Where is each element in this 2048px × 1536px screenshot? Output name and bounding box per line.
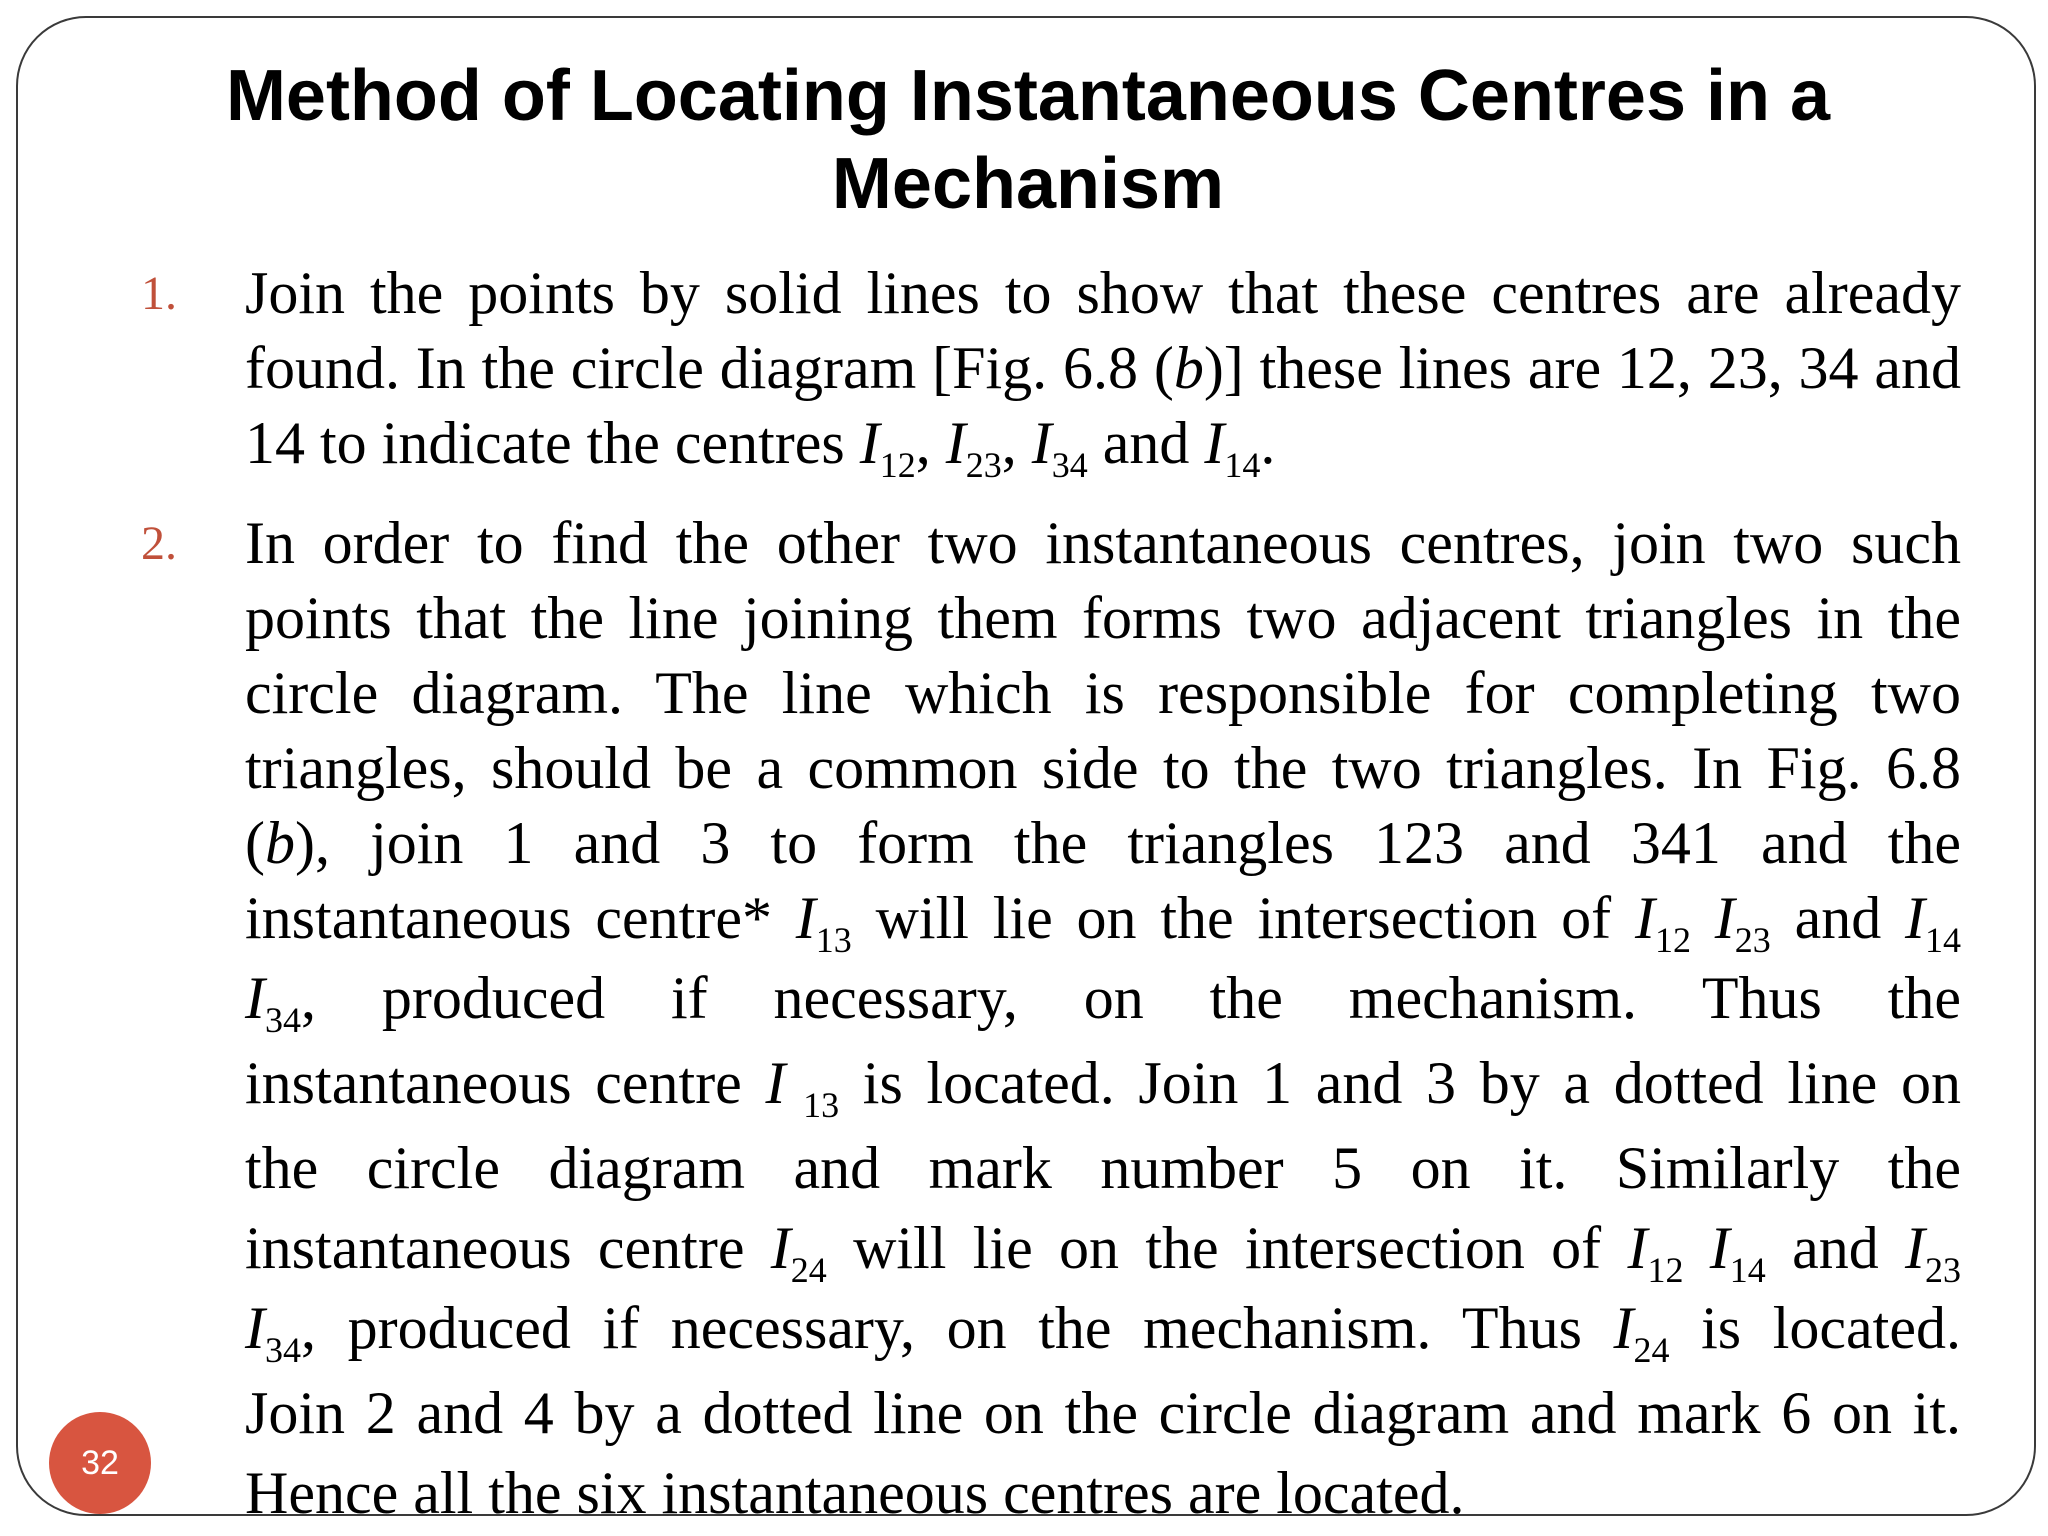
list-item-1 [141, 256, 1961, 485]
text-run: and [1765, 1215, 1906, 1281]
item-2-line-5 [245, 806, 1961, 881]
item-2-line-8 [245, 1041, 1961, 1126]
subscript: 23 [965, 445, 1002, 485]
text-run: will lie on the intersection of [826, 1215, 1628, 1281]
symbol-i: I [1905, 1215, 1926, 1281]
page-number-badge: 32 [49, 1412, 151, 1514]
symbol-i: I [1905, 885, 1926, 951]
item-1-text [245, 260, 1961, 485]
slide-title-line-1: Method of Locating Instantaneous Centres in a [225, 56, 1831, 136]
subscript: 14 [1224, 445, 1261, 485]
symbol-i: I [1709, 1215, 1730, 1281]
text-run: will lie on the intersection of [851, 885, 1635, 951]
slide-body [18, 256, 2038, 1531]
text-run: is located. Join 1 and 3 by a dotted line on [839, 1050, 1961, 1116]
symbol-i: I [945, 410, 966, 476]
subscript: 12 [879, 445, 916, 485]
item-2-line-11 [245, 1286, 1961, 1371]
symbol-i: I [245, 1295, 265, 1361]
slide-title [78, 52, 1978, 228]
text-run: , [1001, 410, 1032, 476]
symbol-i: I [795, 885, 816, 951]
subscript: 24 [1633, 1330, 1670, 1370]
item-2-line-13: Hence all the six instantaneous centres are located. [245, 1460, 1465, 1526]
subscript: 23 [1925, 1250, 1962, 1290]
text-run: and [1087, 410, 1205, 476]
item-2-line-6 [245, 881, 1962, 960]
symbol-i: I [245, 965, 265, 1031]
item-2-line-7 [245, 956, 1961, 1041]
subscript: 14 [1729, 1250, 1766, 1290]
subscript: 13 [815, 920, 852, 960]
text-run: , produced if necessary, on the mechanism. Thus [300, 1295, 1614, 1361]
text-run: ( [245, 810, 265, 876]
list-item-number: 2. [141, 517, 177, 570]
item-2-line-12: Join 2 and 4 by a dotted line on the circle diagram and mark 6 on it. [245, 1380, 1961, 1446]
symbol-i: I [770, 1215, 791, 1281]
text-run: , [915, 410, 946, 476]
text-run: and [1770, 885, 1906, 951]
subscript: 34 [1051, 445, 1088, 485]
symbol-i: I [1204, 410, 1225, 476]
subscript: 34 [264, 1000, 301, 1040]
text-run: , produced if necessary, on the mechanism. Thus the [300, 965, 1961, 1031]
text-run: Join the points by solid lines to show that these centres are already found. In the circle diagram [Fig. 6.8 ( [245, 260, 1961, 401]
symbol-i: I [1714, 885, 1735, 951]
symbol-i: I [1613, 1295, 1634, 1361]
list-item-2 [141, 506, 1962, 1531]
italic-b: b [1173, 335, 1204, 401]
item-2-line-4: triangles, should be a common side to the two triangles. In Fig. 6.8 [245, 735, 1961, 801]
subscript: 12 [1654, 920, 1691, 960]
subscript: 14 [1925, 920, 1962, 960]
text-run: )] these lines are 12, 23, 34 and 14 to indicate the centres [245, 335, 1961, 476]
symbol-i: I [1634, 885, 1655, 951]
subscript: 13 [785, 1085, 840, 1125]
text-run: is located. [1669, 1295, 1961, 1361]
text-run: instantaneous centre* [245, 885, 796, 951]
slide-title-line-2: Mechanism [831, 144, 1225, 224]
text-run: . [1260, 410, 1276, 476]
symbol-i: I [765, 1050, 786, 1116]
item-2-line-9: the circle diagram and mark number 5 on it. Similarly the [245, 1135, 1961, 1201]
slide-frame [16, 16, 2036, 1526]
item-2-line-1: In order to find the other two instantaneous centres, join two such [245, 510, 1961, 576]
symbol-i: I [859, 410, 880, 476]
italic-b: b [264, 810, 295, 876]
item-2-line-2: points that the line joining them forms two adjacent triangles in the [245, 585, 1961, 651]
text-run: instantaneous centre [245, 1050, 766, 1116]
text-run [1691, 885, 1715, 951]
list-item-number: 1. [141, 267, 177, 320]
item-2-line-3: circle diagram. The line which is responsible for completing two [245, 660, 1961, 726]
symbol-i: I [1031, 410, 1052, 476]
subscript: 12 [1647, 1250, 1684, 1290]
subscript: 24 [790, 1250, 827, 1290]
symbol-i: I [1627, 1215, 1648, 1281]
subscript: 34 [264, 1330, 301, 1370]
text-run [1683, 1215, 1709, 1281]
text-run: ), join 1 and 3 to form the triangles 123 and 341 and the [294, 810, 1961, 876]
text-run: instantaneous centre [245, 1215, 771, 1281]
subscript: 23 [1734, 920, 1771, 960]
item-2-line-10 [245, 1211, 1962, 1290]
